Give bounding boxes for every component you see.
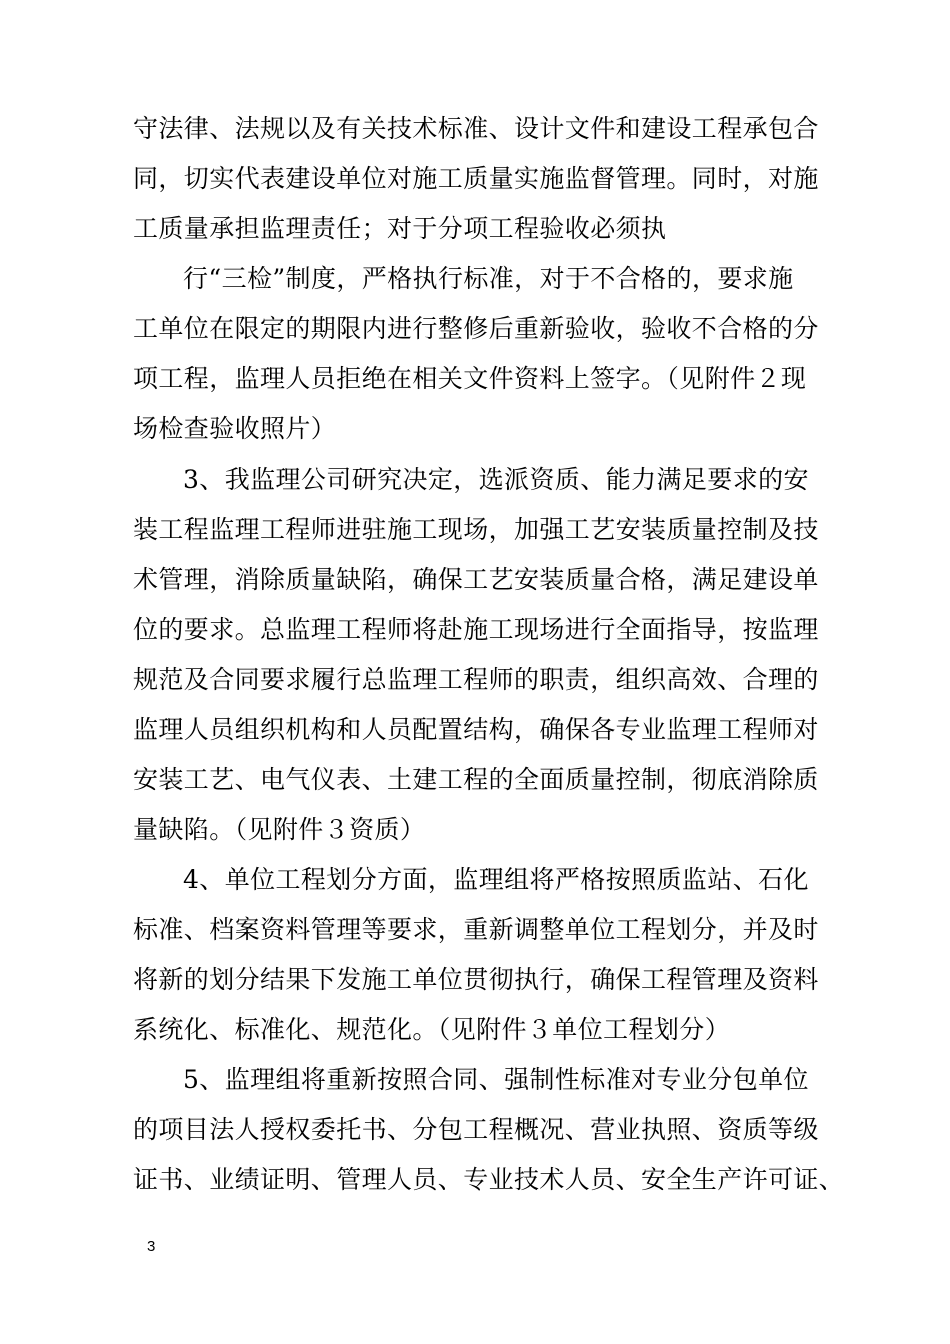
body-text-line: 3、我监理公司研究决定，选派资质、能力满足要求的安 — [183, 465, 809, 494]
page-number: 3 — [147, 1238, 156, 1255]
body-text-line: 量缺陷。（见附件３资质） — [133, 815, 426, 844]
body-text-line: 位的要求。总监理工程师将赴施工现场进行全面指导，按监理 — [133, 615, 819, 644]
body-text-line: 5、监理组将重新按照合同、强制性标准对专业分包单位 — [183, 1065, 809, 1094]
body-text-line: 项工程，监理人员拒绝在相关文件资料上签字。（见附件２现 — [133, 364, 807, 393]
body-text-line: 行“三检”制度，严格执行标准，对于不合格的，要求施 — [183, 264, 794, 293]
body-text-line: 4、单位工程划分方面，监理组将严格按照质监站、石化 — [183, 865, 809, 894]
body-text-line: 安装工艺、电气仪表、土建工程的全面质量控制，彻底消除质 — [133, 765, 819, 794]
body-text-line: 装工程监理工程师进驻施工现场，加强工艺安装质量控制及技 — [133, 515, 819, 544]
body-text-line: 监理人员组织机构和人员配置结构，确保各专业监理工程师对 — [133, 715, 819, 744]
body-text-line: 工单位在限定的期限内进行整修后重新验收，验收不合格的分 — [133, 314, 819, 343]
body-text-line: 场检查验收照片） — [133, 414, 337, 443]
body-text-line: 守法律、法规以及有关技术标准、设计文件和建设工程承包合 — [133, 114, 819, 143]
body-text-line: 工质量承担监理责任；对于分项工程验收必须执 — [133, 214, 667, 243]
body-text-line: 术管理，消除质量缺陷，确保工艺安装质量合格，满足建设单 — [133, 565, 819, 594]
body-text-line: 系统化、标准化、规范化。（见附件３单位工程划分） — [133, 1015, 731, 1044]
body-text-line: 将新的划分结果下发施工单位贯彻执行，确保工程管理及资料 — [133, 965, 819, 994]
body-text-line: 的项目法人授权委托书、分包工程概况、营业执照、资质等级 — [133, 1115, 819, 1144]
body-text-line: 证书、业绩证明、管理人员、专业技术人员、安全生产许可证、 — [133, 1165, 845, 1194]
body-text-line: 标准、档案资料管理等要求，重新调整单位工程划分，并及时 — [133, 915, 819, 944]
body-text-line: 规范及合同要求履行总监理工程师的职责，组织高效、合理的 — [133, 665, 819, 694]
body-text-line: 同，切实代表建设单位对施工质量实施监督管理。同时，对施 — [133, 164, 819, 193]
